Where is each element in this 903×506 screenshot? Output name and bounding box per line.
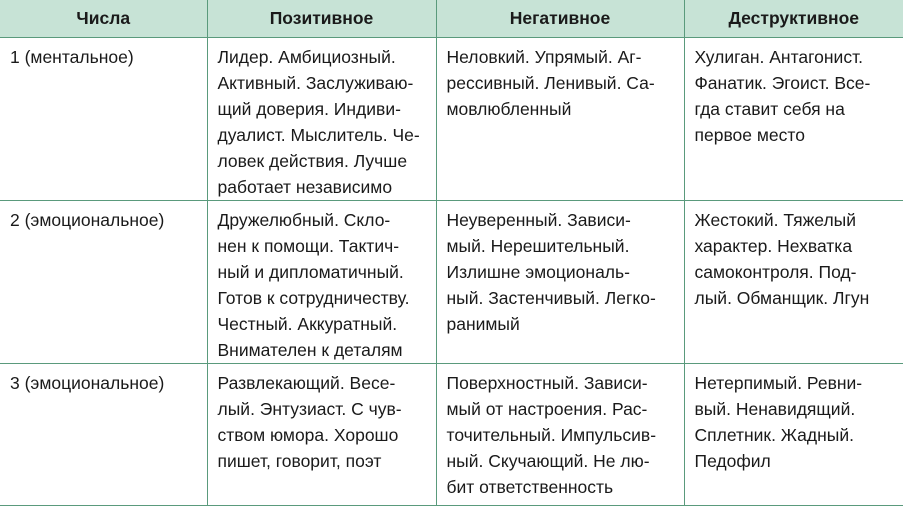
cell-line: бит ответственность [446, 477, 614, 497]
cell-line: дуалист. Мыслитель. Че- [217, 125, 420, 145]
cell-line: Неловкий. Упрямый. Аг- [446, 47, 642, 67]
cell-line: ством юмора. Хорошо [217, 425, 399, 445]
header-positive: Позитивное [207, 0, 436, 38]
cell-line: Внимателен к деталям [217, 340, 403, 360]
positive-cell [207, 38, 436, 201]
cell-line: Педофил [694, 451, 771, 471]
cell-line: гда ставит себя на [694, 99, 845, 119]
positive-cell [207, 201, 436, 364]
destructive-cell [684, 201, 903, 364]
cell-line: мый. Нерешительный. [446, 236, 630, 256]
cell-line: Готов к сотрудничеству. [217, 288, 410, 308]
cell-line: ранимый [446, 314, 520, 334]
cell-line: рессивный. Ленивый. Са- [446, 73, 655, 93]
cell-line: Жестокий. Тяжелый [694, 210, 857, 230]
cell-line: Честный. Аккуратный. [217, 314, 398, 334]
cell-line: мовлюбленный [446, 99, 572, 119]
cell-line: ный. Скучающий. Не лю- [446, 451, 650, 471]
cell-line: Фанатик. Эгоист. Все- [694, 73, 871, 93]
destructive-cell [684, 38, 903, 201]
cell-line: ный. Застенчивый. Легко- [446, 288, 656, 308]
table-row [0, 364, 903, 506]
header-negative: Негативное [436, 0, 684, 38]
cell-line: пишет, говорит, поэт [217, 451, 382, 471]
cell-line: Сплетник. Жадный. [694, 425, 854, 445]
cell-line: Поверхностный. Зависи- [446, 373, 648, 393]
cell-line: Излишне эмоциональ- [446, 262, 630, 282]
table-header [0, 0, 903, 38]
cell-line: мый от настроения. Рас- [446, 399, 648, 419]
cell-line: первое место [694, 125, 805, 145]
table-row [0, 201, 903, 364]
number-cell: 1 (ментальное) [10, 47, 134, 67]
cell-line: Активный. Заслуживаю- [217, 73, 414, 93]
cell-line: Неуверенный. Зависи- [446, 210, 631, 230]
cell-line: характер. Нехватка [694, 236, 853, 256]
cell-line: лый. Обманщик. Лгун [694, 288, 870, 308]
table-body [0, 38, 903, 506]
destructive-cell [684, 364, 903, 506]
number-cell: 2 (эмоциональное) [10, 210, 165, 230]
header-numbers: Числа [0, 0, 207, 38]
cell-line: лый. Энтузиаст. С чув- [217, 399, 402, 419]
cell-line: щий доверия. Индиви- [217, 99, 401, 119]
header-row [0, 0, 903, 38]
negative-cell [436, 38, 684, 201]
table-row [0, 38, 903, 201]
cell-line: ный и дипломатичный. [217, 262, 404, 282]
cell-line: Хулиган. Антагонист. [694, 47, 864, 67]
cell-line: Развлекающий. Весе- [217, 373, 396, 393]
header-destructive: Деструктивное [684, 0, 903, 38]
cell-line: самоконтроля. Под- [694, 262, 857, 282]
cell-line: работает независимо [217, 177, 393, 197]
negative-cell [436, 201, 684, 364]
cell-line: Нетерпимый. Ревни- [694, 373, 863, 393]
cell-line: нен к помощи. Тактич- [217, 236, 400, 256]
negative-cell [436, 364, 684, 506]
positive-cell [207, 364, 436, 506]
cell-line: вый. Ненавидящий. [694, 399, 856, 419]
cell-line: Дружелюбный. Скло- [217, 210, 391, 230]
cell-line: Лидер. Амбициозный. [217, 47, 396, 67]
cell-line: ловек действия. Лучше [217, 151, 408, 171]
number-cell: 3 (эмоциональное) [10, 373, 165, 393]
cell-line: точительный. Импульсив- [446, 425, 657, 445]
